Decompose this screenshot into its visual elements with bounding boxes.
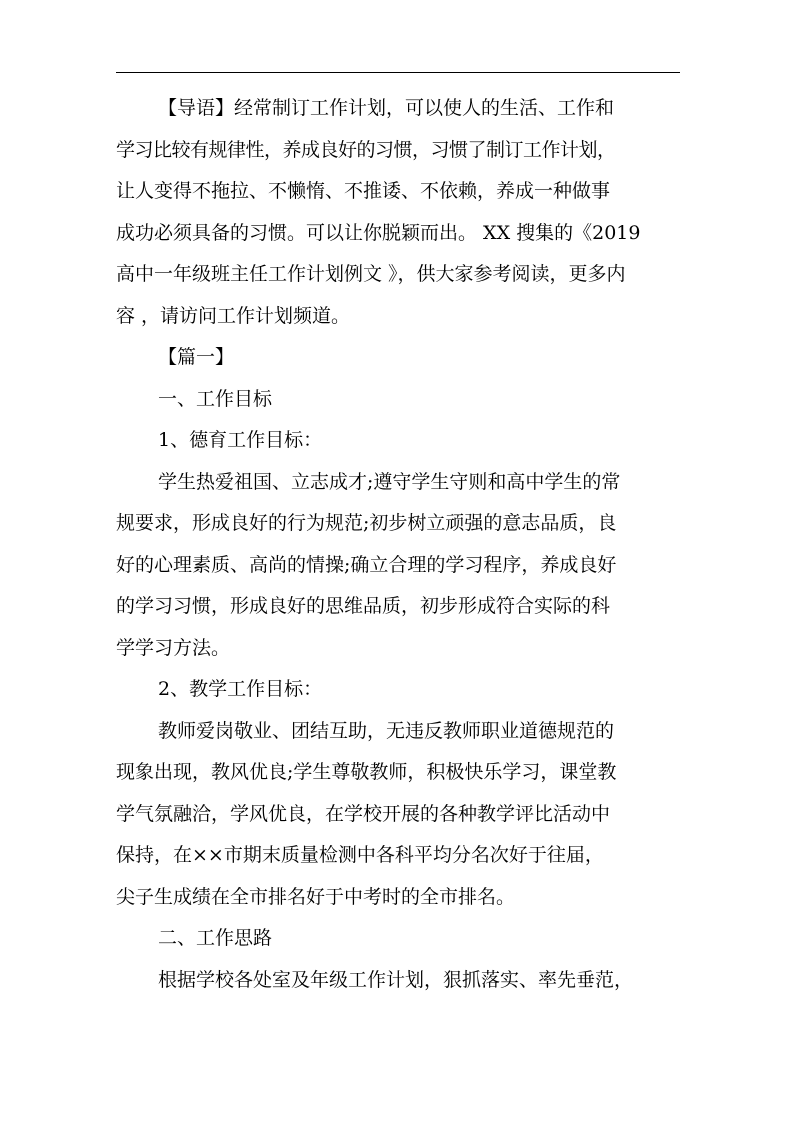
sub1-heading: 1、德育工作目标： (158, 429, 323, 451)
sub2-line-2: 现象出现，教风优良;学生尊敬教师，积极快乐学习，课堂教 (116, 761, 617, 783)
intro-line-3: 让人变得不拖拉、不懒惰、不推诿、不依赖，养成一种做事 (116, 180, 611, 202)
sub2-line-1: 教师爱岗敬业、团结互助，无违反教师职业道德规范的 (158, 719, 615, 742)
document-body (116, 88, 682, 1001)
sub1-line-1: 学生热爱祖国、立志成才;遵守学生守则和高中学生的常 (158, 470, 621, 493)
intro-line-4: 成功必须具备的习惯。可以让你脱颖而出。 XX 搜集的《2019 (116, 221, 641, 244)
sub1-line-3: 好的心理素质、高尚的情操;确立合理的学习程序，养成良好 (116, 553, 617, 576)
section2-heading: 二、工作思路 (158, 927, 273, 949)
intro-line-1: 【导语】经常制订工作计划，可以使人的生活、工作和 (158, 97, 615, 119)
section2-line-1: 根据学校各处室及年级工作计划，狠抓落实、率先垂范， (158, 968, 634, 991)
part-heading: 【篇一】 (158, 346, 235, 368)
header-rule (116, 72, 680, 73)
sub2-paragraph (116, 711, 682, 919)
sub2-line-4: 保持，在××市期末质量检测中各科平均分名次好于往届， (116, 844, 604, 866)
sub1-line-5: 学学习方法。 (116, 636, 231, 659)
intro-line-2: 学习比较有规律性，养成良好的习惯，习惯了制订工作计划， (116, 138, 616, 161)
sub2-line-3: 学气氛融洽，学风优良，在学校开展的各种教学评比活动中 (116, 802, 611, 825)
intro-paragraph (116, 88, 682, 337)
sub1-line-2: 规要求，形成良好的行为规范;初步树立顽强的意志品质，良 (116, 512, 617, 534)
sub1-paragraph (116, 462, 682, 670)
sub2-heading: 2、教学工作目标： (158, 678, 323, 700)
intro-line-5: 高中一年级班主任工作计划例文 》，供大家参考阅读，更多内 (116, 263, 626, 285)
sub1-line-4: 的学习习惯，形成良好的思维品质，初步形成符合实际的科 (116, 595, 611, 617)
intro-line-6: 容 ，请访问工作计划频道。 (116, 304, 351, 327)
sub2-line-5: 尖子生成绩在全市排名好于中考时的全市排名。 (116, 885, 516, 908)
section1-heading: 一、工作目标 (158, 387, 273, 410)
section2-paragraph (116, 960, 682, 1002)
